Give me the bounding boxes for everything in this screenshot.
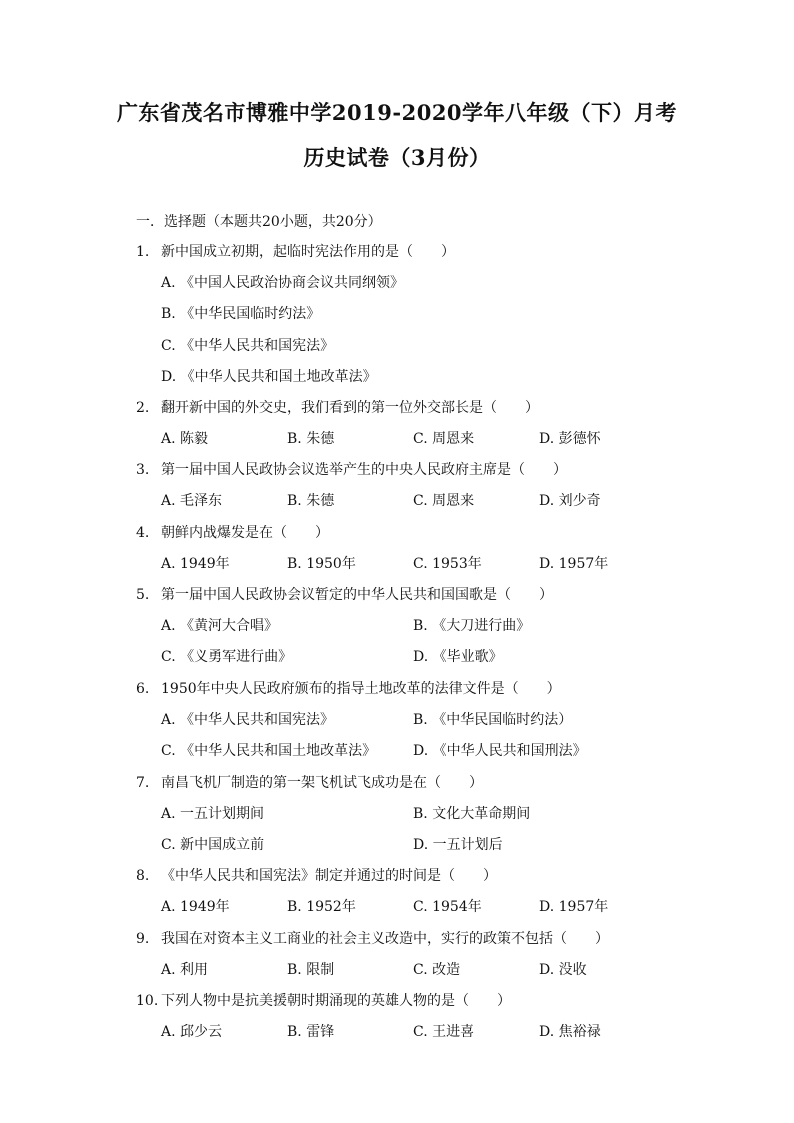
option-c: C. 《中华人民共和国宪法》 xyxy=(161,338,335,354)
section-heading: 一．选择题（本题共20小题，共20分） xyxy=(136,214,382,230)
option-b: B. 1952年 xyxy=(287,899,356,915)
question-4-options xyxy=(161,554,641,574)
question-2 xyxy=(136,398,696,418)
question-number: 1. xyxy=(136,244,150,260)
question-3 xyxy=(136,460,696,480)
option-a: A. 1949年 xyxy=(161,899,230,915)
question-stem: 下列人物中是抗美援朝时期涌现的英雄人物的是（ ） xyxy=(161,993,511,1009)
question-stem: 南昌飞机厂制造的第一架飞机试飞成功是在（ ） xyxy=(161,775,483,791)
question-number: 8. xyxy=(136,868,150,884)
question-stem: 我国在对资本主义工商业的社会主义改造中，实行的政策不包括（ ） xyxy=(161,931,609,947)
option-b: B. 1950年 xyxy=(287,556,356,572)
option-b: B. 朱德 xyxy=(287,431,335,447)
option-c: C. 1953年 xyxy=(413,556,482,572)
question-number: 2. xyxy=(136,400,150,416)
option-c: C. 新中国成立前 xyxy=(161,837,265,853)
option-d: D. 《中华人民共和国刑法》 xyxy=(413,743,587,759)
option-c: C. 《义勇军进行曲》 xyxy=(161,649,293,665)
question-4 xyxy=(136,523,696,543)
option-a: A. 《中华人民共和国宪法》 xyxy=(161,712,335,728)
option-b: B. 《大刀进行曲》 xyxy=(413,618,531,634)
question-8 xyxy=(136,866,696,886)
question-1-option-d-row xyxy=(161,367,641,387)
question-6-options-row2 xyxy=(161,741,641,761)
question-1 xyxy=(136,242,696,262)
exam-title-line2: 历史试卷（3月份） xyxy=(303,145,491,170)
option-d: D. 一五计划后 xyxy=(413,837,503,853)
question-number: 3. xyxy=(136,462,150,478)
option-a: A. 1949年 xyxy=(161,556,230,572)
question-5-options-row2 xyxy=(161,647,641,667)
question-number: 5. xyxy=(136,587,150,603)
question-stem: 第一届中国人民政协会议选举产生的中央人民政府主席是（ ） xyxy=(161,462,567,478)
option-b: B. 雷锋 xyxy=(287,1024,335,1040)
option-d: D. 《中华人民共和国土地改革法》 xyxy=(161,369,377,385)
option-c: C. 《中华人民共和国土地改革法》 xyxy=(161,743,377,759)
option-b: B. 朱德 xyxy=(287,493,335,509)
exam-title-line1: 广东省茂名市博雅中学2019-2020学年八年级（下）月考 xyxy=(116,100,678,125)
option-c: C. 1954年 xyxy=(413,899,482,915)
question-5 xyxy=(136,585,696,605)
option-b: B. 限制 xyxy=(287,962,335,978)
question-stem: 翻开新中国的外交史，我们看到的第一位外交部长是（ ） xyxy=(161,400,539,416)
option-d: D. 《毕业歌》 xyxy=(413,649,503,665)
option-b: B. 《中华民国临时约法》 xyxy=(161,306,321,322)
option-b: B. 《中华民国临时约法） xyxy=(413,712,573,728)
option-c: C. 周恩来 xyxy=(413,493,475,509)
option-d: D. 焦裕禄 xyxy=(539,1024,601,1040)
question-5-options-row1 xyxy=(161,616,641,636)
question-9-options xyxy=(161,960,641,980)
option-a: A. 邱少云 xyxy=(161,1024,223,1040)
question-number: 9. xyxy=(136,931,150,947)
question-9 xyxy=(136,929,696,949)
question-number: 10. xyxy=(136,993,159,1009)
option-a: A. 一五计划期间 xyxy=(161,806,265,822)
option-a: A. 利用 xyxy=(161,962,209,978)
question-3-options xyxy=(161,491,641,511)
question-1-option-c-row xyxy=(161,336,641,356)
option-d: D. 刘少奇 xyxy=(539,493,601,509)
option-d: D. 没收 xyxy=(539,962,587,978)
question-7-options-row1 xyxy=(161,804,641,824)
option-d: D. 彭德怀 xyxy=(539,431,601,447)
question-8-options xyxy=(161,897,641,917)
option-d: D. 1957年 xyxy=(539,899,609,915)
question-1-option-b-row xyxy=(161,304,641,324)
question-2-options xyxy=(161,429,641,449)
question-7-options-row2 xyxy=(161,835,641,855)
question-10-options xyxy=(161,1022,641,1042)
question-1-option-a-row xyxy=(161,273,641,293)
option-b: B. 文化大革命期间 xyxy=(413,806,531,822)
question-number: 6. xyxy=(136,681,150,697)
option-c: C. 王进喜 xyxy=(413,1024,475,1040)
question-stem: 1950年中央人民政府颁布的指导土地改革的法律文件是（ ） xyxy=(161,681,561,697)
question-stem: 朝鲜内战爆发是在（ ） xyxy=(161,525,329,541)
question-number: 4. xyxy=(136,525,150,541)
question-stem: 新中国成立初期，起临时宪法作用的是（ ） xyxy=(161,244,455,260)
option-a: A. 陈毅 xyxy=(161,431,209,447)
option-d: D. 1957年 xyxy=(539,556,609,572)
option-a: A. 《黄河大合唱》 xyxy=(161,618,279,634)
question-stem: 第一届中国人民政协会议暂定的中华人民共和国国歌是（ ） xyxy=(161,587,553,603)
option-c: C. 改造 xyxy=(413,962,461,978)
option-a: A. 《中国人民政治协商会议共同纲领》 xyxy=(161,275,405,291)
question-number: 7. xyxy=(136,775,150,791)
question-stem: 《中华人民共和国宪法》制定并通过的时间是（ ） xyxy=(161,868,497,884)
question-6 xyxy=(136,679,696,699)
option-c: C. 周恩来 xyxy=(413,431,475,447)
question-10 xyxy=(136,991,696,1011)
option-a: A. 毛泽东 xyxy=(161,493,223,509)
question-6-options-row1 xyxy=(161,710,641,730)
question-7 xyxy=(136,773,696,793)
